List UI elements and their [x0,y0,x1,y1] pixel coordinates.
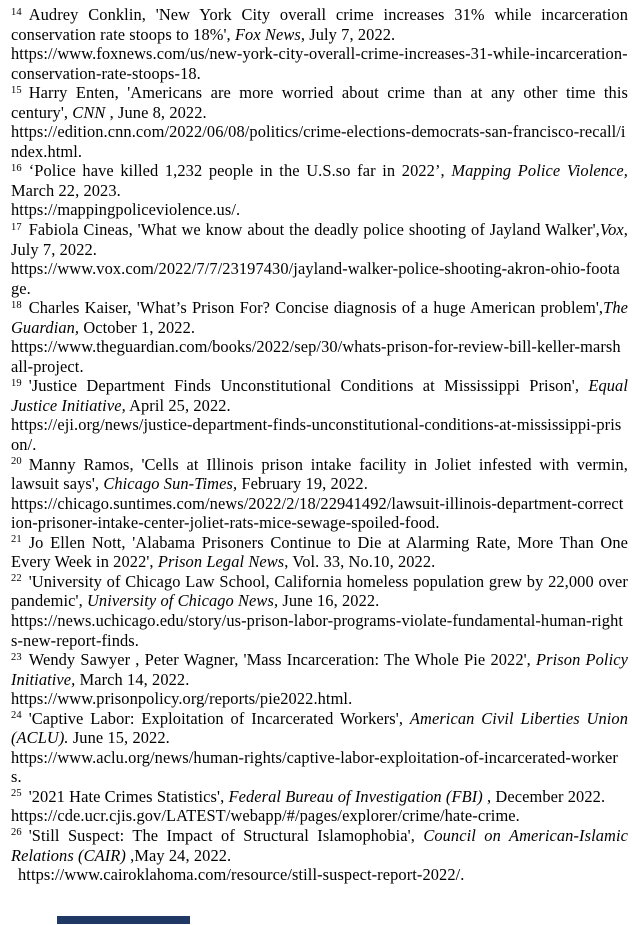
footnote-number: 15 [11,84,22,96]
footnote-source-italic: American Civil Liberties Union (ACLU). [11,708,628,748]
footnote-item [11,650,628,709]
footnote-text: June 16, 2022. [278,591,380,611]
footnote-text: , December 2022. [482,786,606,806]
footnote-source-italic: Prison Policy Initiative, [11,650,628,689]
footnote-item [11,455,628,533]
footnote-text: Harry Enten, 'Americans are more worried about crime than at any other time this century', [11,83,628,122]
footnote-text: ‘Police have killed 1,232 people in the U.S.so far in 2022’, [28,161,452,181]
footnote-url: https://eji.org/news/justice-department-finds-unconstitutional-conditions-at-mississippi-prison/. [11,415,622,455]
footnote-text: March 14, 2022. [75,669,190,689]
footnote-item [11,5,628,83]
footnote-number: 26 [11,827,22,839]
footnote-number: 23 [11,651,22,663]
footnote-text: Jo Ellen Nott, 'Alabama Prisoners Continue to Die at Alarming Rate, More Than One Every Week in 2022', [11,532,628,572]
footnote-url: https://www.vox.com/2022/7/7/23197430/jayland-walker-police-shooting-akron-ohio-footage. [11,259,620,298]
footnote-url: https://www.theguardian.com/books/2022/sep/30/whats-prison-for-review-bill-keller-marshall-project. [11,337,621,376]
footnote-source-italic: Fox News [234,24,301,44]
footnote-text: Fabiola Cineas, 'What we know about the deadly police shooting of Jayland Walker', [28,220,600,240]
footnote-text: 'University of Chicago Law School, California homeless population grew by 22,000 over pandemic', [11,571,628,611]
footnote-number: 19 [11,377,22,389]
footnote-url: https://cde.ucr.cjis.gov/LATEST/webapp/#/pages/explorer/crime/hate-crime. [11,806,520,826]
footnote-url: https://edition.cnn.com/2022/06/08/politics/crime-elections-democrats-san-francisco-recall/index.html. [11,122,626,161]
footnote-number: 25 [11,788,22,800]
footnote-url: https://www.foxnews.com/us/new-york-city-overall-crime-increases-31-while-incarceration-conservation-rate-stoops-18. [11,44,628,83]
footnote-item [11,83,628,161]
footnote-source-italic: The Guardian, [11,298,628,337]
footnote-source-italic: CNN [72,102,106,122]
footnote-source-italic: Council on American-Islamic Relations (CAIR) [11,825,628,865]
footnote-item [11,709,628,787]
footnote-number: 24 [11,710,22,722]
footnote-url: https://www.prisonpolicy.org/reports/pie2022.html. [11,689,353,709]
footnote-item [11,220,628,298]
footnote-source-italic: Vox [599,220,624,240]
footnote-text: Wendy Sawyer , Peter Wagner, 'Mass Incarceration: The Whole Pie 2022', [28,650,537,670]
footnote-text: February 19, 2022. [237,474,368,494]
footnote-item [11,161,628,220]
footnote-item [11,572,628,650]
footnote-item [11,376,628,454]
footnote-url: https://news.uchicago.edu/story/us-prison-labor-programs-violate-fundamental-human-rights-new-report-finds. [11,610,624,650]
footnote-text: Audrey Conklin, 'New York City overall crime increases 31% while incarceration conservation rate stoops to 18%', [11,5,628,44]
bottom-progress-bar [57,916,190,924]
footnote-url: https://www.cairoklahoma.com/resource/still-suspect-report-2022/. [18,865,465,885]
footnote-text: 'Still Suspect: The Impact of Structural Islamophobia', [28,825,424,845]
footnote-text: 'Captive Labor: Exploitation of Incarcerated Workers', [28,708,410,728]
footnote-source-italic: Equal Justice Initiative, [11,376,628,415]
footnote-text: 'Justice Department Finds Unconstitutional Conditions at Mississippi Prison', [28,376,589,396]
footnote-source-italic: Prison Legal News [157,552,285,572]
footnote-text: March 22, 2023. [11,180,121,200]
footnote-number: 18 [11,299,22,311]
footnote-source-italic: Federal Bureau of Investigation (FBI) [228,786,483,806]
footnote-number: 17 [11,221,22,233]
footnote-item [11,787,628,826]
footnote-text: October 1, 2022. [79,317,196,337]
footnote-number: 21 [11,534,22,546]
footnote-text: Charles Kaiser, 'What’s Prison For? Concise diagnosis of a huge American problem', [28,298,604,318]
footnotes-list [11,5,628,885]
footnote-text: April 25, 2022. [125,395,231,415]
footnote-number: 22 [11,573,22,585]
footnote-text: , July 7, 2022. [300,24,396,44]
footnote-number: 14 [11,6,22,18]
footnote-source-italic: Chicago Sun-Times, [103,474,238,494]
footnote-source-italic: University of Chicago News, [86,591,279,611]
footnote-text: , July 7, 2022. [11,220,628,259]
footnote-url: https://mappingpoliceviolence.us/. [11,200,241,220]
footnote-item [11,826,628,885]
footnote-item [11,533,628,572]
footnote-number: 16 [11,162,22,174]
footnote-url: https://chicago.suntimes.com/news/2022/2/18/22941492/lawsuit-illinois-department-correction-prisoner-intake-center-joliet-rats-mice-sewage-spoiled-food. [11,493,624,533]
footnote-number: 20 [11,456,22,468]
footnote-text: , June 8, 2022. [105,102,207,122]
footnote-text: June 15, 2022. [68,728,170,748]
footnote-url: https://www.aclu.org/news/human-rights/captive-labor-exploitation-of-incarcerated-workers. [11,747,618,787]
footnote-text: , Vol. 33, No.10, 2022. [284,552,436,572]
footnote-source-italic: Mapping Police Violence, [451,161,628,181]
footnote-text: Manny Ramos, 'Cells at Illinois prison intake facility in Joliet infested with vermin, lawsuit says', [11,454,628,494]
footnote-text: '2021 Hate Crimes Statistics', [28,786,229,806]
footnote-text: ,May 24, 2022. [125,845,232,865]
footnote-item [11,298,628,376]
